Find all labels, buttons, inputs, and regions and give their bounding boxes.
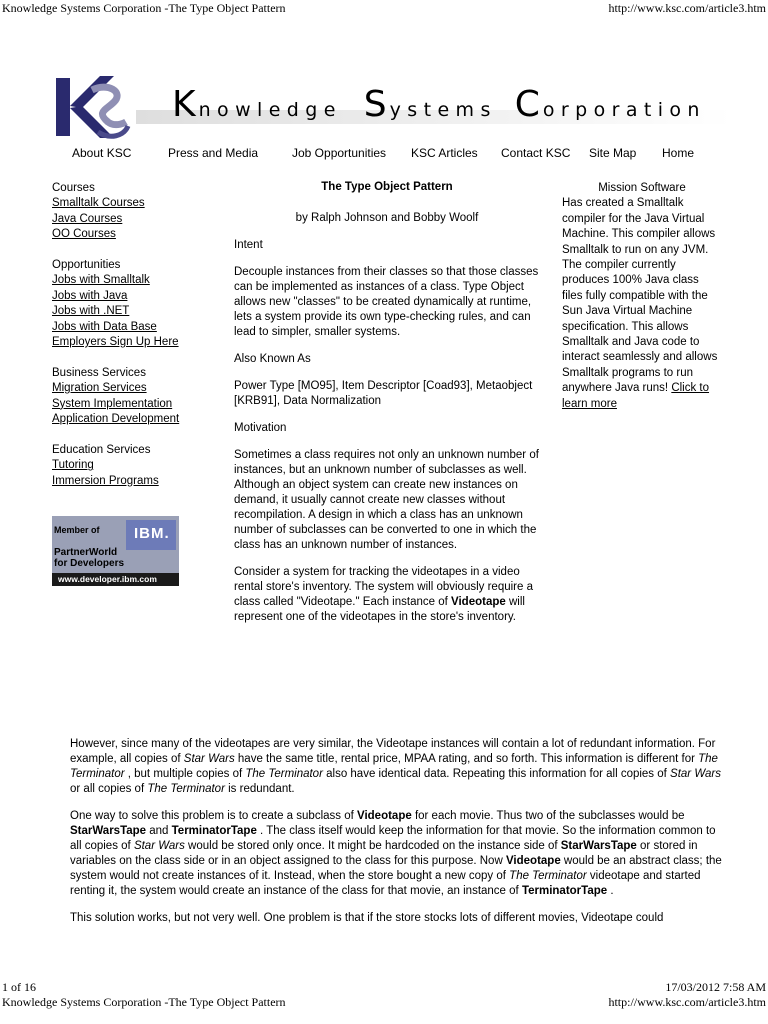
subclass-solution-paragraph: One way to solve this problem is to create a subclass of Videotape for each movie. Thus two of the subclasses would be StarWarsTape and TerminatorTape . The class itself would keep the information for that movie. So the information common to all copies of Star Wars would be stored only once. It might be hardcoded on the instance side of StarWarsTape or stored in variables on the class side or in an object assigned to the class for this purpose. Now Videotape would be an abstract class; the system would not create instances of it. Instead, when the store bought a new copy of The Terminator videotape and started renting it, the system would create an instance of the class for that movie, an instance of TerminatorTape . <box>70 810 722 897</box>
print-header-url: http://www.ksc.com/article3.htm <box>608 1 766 15</box>
mission-software-text: Has created a Smalltalk compiler for the Java Virtual Machine. This compiler allows Smalltalk to run on any JVM. The compiler currently produces 100% Java class files fully compatible with the Sun Java Virtual Machine specification. This allows Smalltalk and Java code to interact seamlessly and allows Smalltalk programs to run anywhere Java runs! Click to learn more <box>562 197 718 410</box>
also-known-as-heading: Also Known As <box>234 353 311 365</box>
ibm-badge-member: Member of <box>54 525 100 535</box>
sidebar-heading-opportunities: Opportunities <box>52 259 121 272</box>
mission-software-heading: Mission Software <box>598 182 686 194</box>
print-header-title: Knowledge Systems Corporation -The Type Object Pattern <box>2 1 286 15</box>
sidebar-heading-courses: Courses <box>52 182 95 194</box>
videotape-paragraph: Consider a system for tracking the videotapes in a video rental store's inventory. The system will obviously require a class called "Videotape." Each instance of Videotape will represent one of the videotapes in the store's inventory. <box>234 566 533 623</box>
article-continued <box>70 737 730 938</box>
motivation-text: Sometimes a class requires not only an unknown number of instances, but an unknown number of subclasses as well. Although an object system can create new instances on demand, it usually cannot create new classes without recompilation. A design in which a class has an unknown number of subclasses can be converted to one in which the class has an unknown number of instances. <box>234 449 539 551</box>
print-header-title-2: Knowledge Systems Corporation -The Type Object Pattern <box>2 995 286 1009</box>
sidebar-link-oo-courses[interactable]: OO Courses <box>52 228 116 241</box>
intent-heading: Intent <box>234 239 263 251</box>
motivation-heading: Motivation <box>234 422 287 434</box>
ibm-partnerworld-badge[interactable] <box>52 516 179 586</box>
sidebar-link-jobs-java[interactable]: Jobs with Java <box>52 289 128 302</box>
sidebar-link-java-courses[interactable]: Java Courses <box>52 212 123 225</box>
sidebar-link-application-development[interactable]: Application Development <box>52 413 180 426</box>
sidebar-link-tutoring[interactable]: Tutoring <box>52 459 94 472</box>
nav-contact-ksc[interactable]: Contact KSC <box>501 146 571 160</box>
nav-site-map[interactable]: Site Map <box>589 146 637 160</box>
nav-press-and-media[interactable]: Press and Media <box>168 146 259 160</box>
sidebar-link-employers-signup[interactable]: Employers Sign Up Here <box>52 336 179 349</box>
article-main <box>234 180 540 637</box>
sidebar-link-immersion-programs[interactable]: Immersion Programs <box>52 474 159 487</box>
sidebar-link-jobs-dotnet[interactable]: Jobs with .NET <box>52 305 130 318</box>
print-header-url-2: http://www.ksc.com/article3.htm <box>608 995 766 1009</box>
sidebar-link-jobs-smalltalk[interactable]: Jobs with Smalltalk <box>52 274 150 287</box>
sidebar-link-smalltalk-courses[interactable]: Smalltalk Courses <box>52 197 145 210</box>
ibm-badge-for-developers: for Developers <box>54 558 125 569</box>
article-authors: by Ralph Johnson and Bobby Woolf <box>295 212 479 224</box>
intent-text: Decouple instances from their classes so that those classes can be implemented as instances of a class. Type Object allows new "classes" to be created dynamically at runtime, lets a system provide its own type-checking rules, and can lead to simpler, smaller systems. <box>234 266 539 338</box>
click-to-learn-more-link[interactable]: Click to learn more <box>562 382 710 410</box>
also-known-as-text: Power Type [MO95], Item Descriptor [Coad93], Metaobject [KRB91], Data Normalization <box>234 380 533 407</box>
ibm-brand-text: IBM. <box>134 525 170 542</box>
sidebar-heading-business: Business Services <box>52 366 146 379</box>
sidebar-link-migration-services[interactable]: Migration Services <box>52 382 147 395</box>
sidebar-heading-education: Education Services <box>52 443 151 456</box>
company-name: Knowledge S ystems C orporation <box>172 84 706 125</box>
nav-job-opportunities[interactable]: Job Opportunities <box>292 146 387 160</box>
sidebar-link-system-implementation[interactable]: System Implementation <box>52 397 173 410</box>
print-footer-page: 1 of 16 <box>2 980 36 994</box>
print-footer-datetime: 17/03/2012 7:58 AM <box>665 980 766 994</box>
sidebar <box>52 181 227 489</box>
solution-problem-paragraph: This solution works, but not very well. One problem is that if the store stocks lots of different movies, Videotape could <box>70 912 664 924</box>
sidebar-link-jobs-database[interactable]: Jobs with Data Base <box>52 320 157 333</box>
redundant-info-paragraph: However, since many of the videotapes are very similar, the Videotape instances will contain a lot of redundant information. For example, all copies of Star Wars have the same title, rental price, MPAA rating, and so forth. This information is different for The Terminator , but multiple copies of The Terminator also have identical data. Repeating this information for all copies of Star Wars or all copies of The Terminator is redundant. <box>70 738 721 795</box>
mission-software-panel <box>562 181 722 412</box>
nav-ksc-articles[interactable]: KSC Articles <box>411 146 478 160</box>
nav-home[interactable]: Home <box>662 146 695 160</box>
article-title: The Type Object Pattern <box>321 181 453 193</box>
ibm-badge-partnerworld: PartnerWorld <box>54 547 118 558</box>
ibm-badge-url: www.developer.ibm.com <box>58 574 157 584</box>
ksc-logo[interactable] <box>52 72 132 144</box>
nav-about-ksc[interactable]: About KSC <box>72 146 132 160</box>
